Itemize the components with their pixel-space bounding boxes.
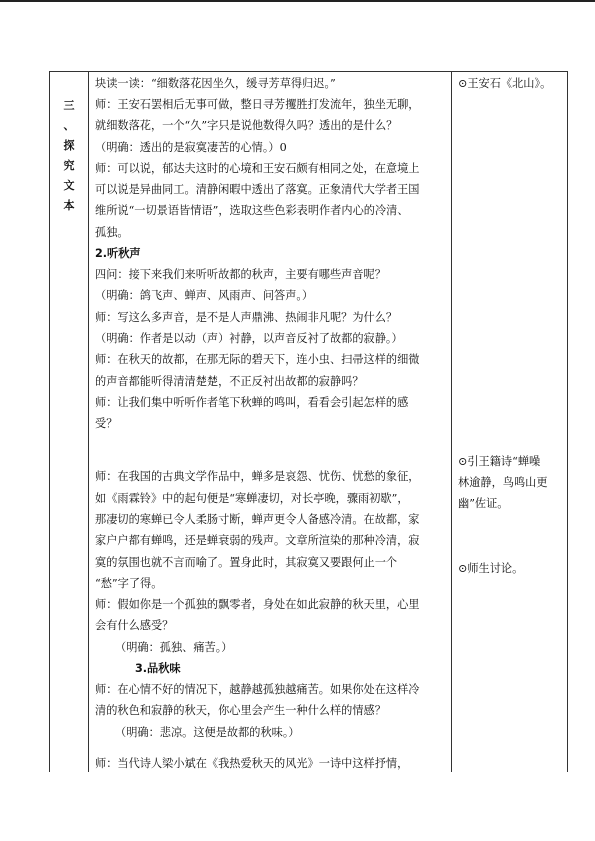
side-note-line: ⊙引王籍诗“蝉噪 <box>458 455 541 468</box>
section-label-char: 探 <box>63 139 75 152</box>
side-note-line: 林逾静，鸟鸣山更 <box>458 476 548 489</box>
side-note-line: ⊙师生讨论。 <box>458 562 524 575</box>
subheading: 2.听秋声 <box>95 247 141 260</box>
text-line: 的声音都能听得清清楚楚，不正反衬出故都的寂静吗？ <box>95 375 364 388</box>
section-label-char: 三 <box>63 99 75 112</box>
section-label <box>59 96 79 216</box>
text-line: （明确：鸽飞声、蝉声、风雨声、问答声。） <box>95 289 314 302</box>
page-top-rule <box>0 0 595 2</box>
text-line: 师：在我国的古典文学作品中，蝉多是哀怨、忧伤、忧愁的象征， <box>95 470 420 483</box>
text-line: 可以说是异曲同工。清静闲暇中透出了落寞。正象清代大学者王国 <box>95 183 420 196</box>
text-line: “愁”字了得。 <box>95 577 163 590</box>
text-line: 师：在心情不好的情况下，越静越孤独越痛苦。如果你处在这样冷 <box>95 683 420 696</box>
text-line: 受？ <box>95 417 118 430</box>
text-line: 块读一读：“细数落花因坐久，缓寻芳草得归迟。” <box>95 77 336 90</box>
column-divider <box>88 72 89 772</box>
column-divider <box>451 72 452 772</box>
text-line: 会有什么感受？ <box>95 619 174 632</box>
text-line: 师：在秋天的故都，在那无际的碧天下，连小虫、扫帚这样的细微 <box>95 353 420 366</box>
text-line: 那凄切的寒蝉已令人柔肠寸断，蝉声更令人备感冷清。在故都，家 <box>95 513 420 526</box>
subheading: 3.品秋味 <box>135 662 181 675</box>
text-line: 师：当代诗人梁小斌在《我热爱秋天的风光》一诗中这样抒情， <box>95 757 409 770</box>
text-line: 寞的氛围也就不言而喻了。置身此时，其寂寞又要跟何止一个 <box>95 556 398 569</box>
text-line: 师：让我们集中听听作者笔下秋蝉的鸣叫，看看会引起怎样的感 <box>95 396 409 409</box>
section-label-char: 文 <box>63 179 75 192</box>
text-line: 师：写这么多声音，是不是人声鼎沸、热闹非凡呢？为什么？ <box>95 311 398 324</box>
lesson-table <box>49 71 568 772</box>
text-line: 清的秋色和寂静的秋天，你心里会产生一种什么样的情感？ <box>95 704 386 717</box>
text-line: （明确：孤独、痛苦。） <box>115 641 233 654</box>
section-label-char: 究 <box>63 159 75 172</box>
text-line: 四问：接下来我们来听听故都的秋声，主要有哪些声音呢？ <box>95 268 386 281</box>
text-line: （明确：透出的是寂寞凄苦的心情。）0 <box>95 141 287 154</box>
side-note-line: ⊙王安石《北山》。 <box>458 77 552 90</box>
section-label-char: 、 <box>63 119 75 132</box>
text-line: 师：假如你是一个孤独的飘零者，身处在如此寂静的秋天里，心里 <box>95 598 420 611</box>
text-line: 师：可以说，郁达夫这时的心境和王安石颇有相同之处，在意境上 <box>95 162 420 175</box>
text-line: 如《雨霖铃》中的起句便是“寒蝉凄切，对长亭晚，骤雨初歇”， <box>95 492 409 505</box>
text-line: 维所说“一切景语皆情语”，选取这些色彩表明作者内心的冷清、 <box>95 204 409 217</box>
text-line: 就细数落花，一个“久”字只是说他数得久吗？透出的是什么？ <box>95 119 398 132</box>
section-label-char: 本 <box>63 199 75 212</box>
text-line: 师：王安石罢相后无事可做，整日寻芳攫胜打发流年，独坐无聊， <box>95 98 420 111</box>
text-line: （明确：作者是以动（声）衬静，以声音反衬了故都的寂静。） <box>95 332 403 345</box>
text-line: 家户户都有蝉鸣，还是蝉衰弱的残声。文章所渲染的那种冷清，寂 <box>95 534 420 547</box>
text-line: （明确：悲凉。这便是故都的秋味。） <box>115 726 300 739</box>
side-note-line: 幽”佐证。 <box>458 497 509 510</box>
text-line: 孤独。 <box>95 226 129 239</box>
section-column <box>50 72 88 772</box>
